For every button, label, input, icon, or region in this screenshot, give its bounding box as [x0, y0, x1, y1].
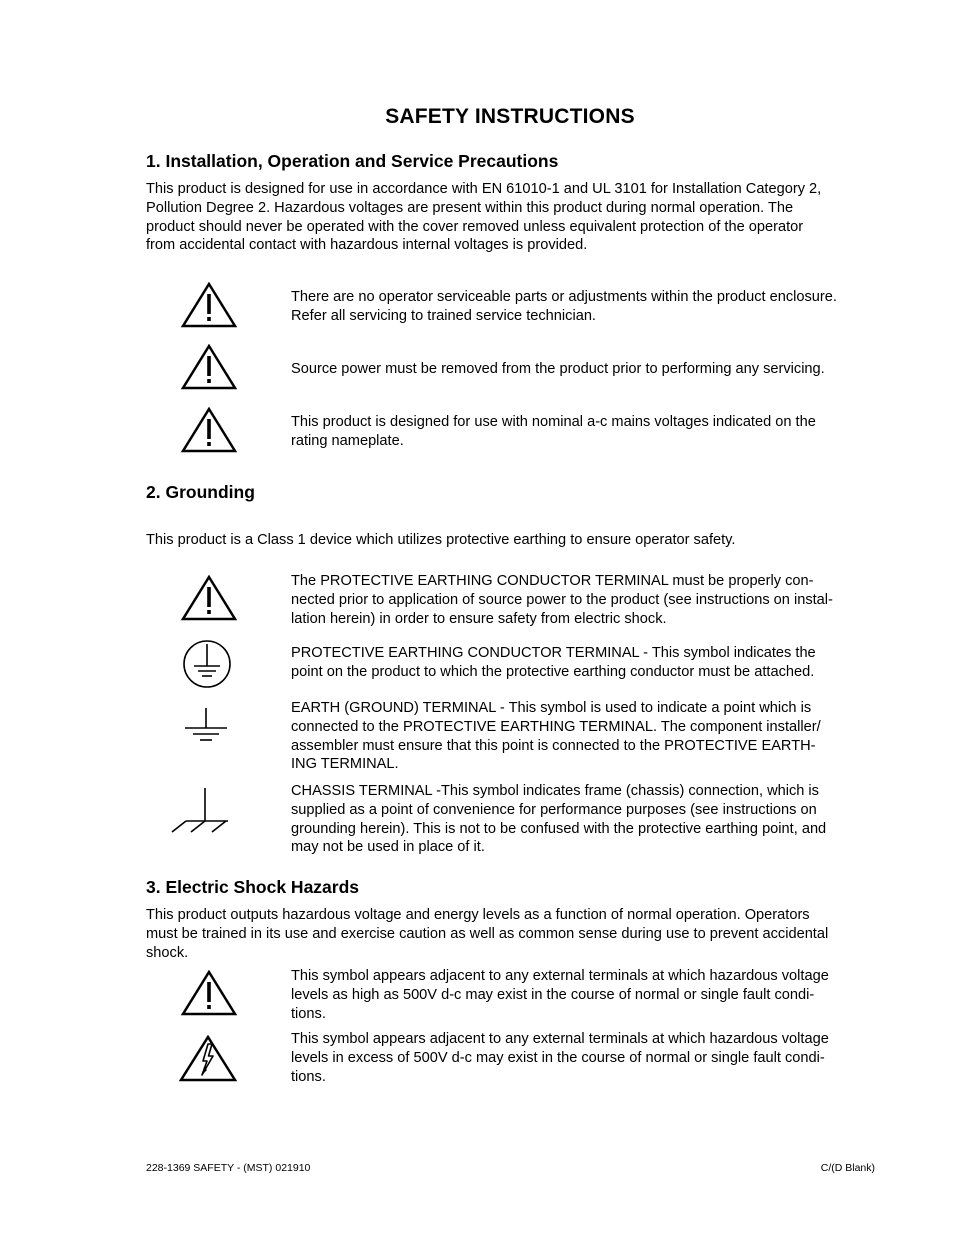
- section-3-intro: [146, 906, 886, 962]
- item-line: rating nameplate.: [291, 432, 404, 449]
- section-2-intro: This product is a Class 1 device which utilizes protective earthing to ensure operator safety.: [146, 532, 736, 548]
- warning-triangle-icon: [180, 575, 238, 621]
- section-1-intro: [146, 180, 874, 255]
- intro-line: This product outputs hazardous voltage and energy levels as a function of normal operation. Operators: [146, 907, 810, 923]
- footer-doc-id: 228-1369 SAFETY - (MST) 021910: [146, 1162, 311, 1174]
- warning-triangle-icon: [180, 970, 238, 1016]
- item-line: levels in excess of 500V d-c may exist in the course of normal or single fault condi-: [291, 1049, 825, 1066]
- item-line: assembler must ensure that this point is connected to the PROTECTIVE EARTH-: [291, 737, 816, 754]
- item-line: EARTH (GROUND) TERMINAL - This symbol is used to indicate a point which is: [291, 700, 812, 716]
- item-line: This product is designed for use with nominal a-c mains voltages indicated on the: [291, 414, 816, 430]
- section-2-heading: 2. Grounding: [146, 482, 255, 502]
- item-line: may not be used in place of it.: [291, 839, 485, 856]
- grounding-item: [291, 782, 875, 857]
- item-line: CHASSIS TERMINAL -This symbol indicates frame (chassis) connection, which is: [291, 783, 819, 799]
- item-line: tions.: [291, 1068, 326, 1085]
- item-line: supplied as a point of convenience for performance purposes (see instructions on: [291, 801, 817, 818]
- item-line: tions.: [291, 1005, 326, 1022]
- section-1-heading: 1. Installation, Operation and Service Precautions: [146, 151, 559, 171]
- intro-line: shock.: [146, 944, 189, 961]
- warning-triangle-icon: [180, 282, 238, 328]
- item-line: ING TERMINAL.: [291, 756, 399, 773]
- intro-line: must be trained in its use and exercise caution as well as common sense during use to prevent accidental: [146, 925, 829, 942]
- footer-page-label: C/(D Blank): [820, 1162, 875, 1174]
- precaution-item: [291, 360, 875, 379]
- intro-line: from accidental contact with hazardous internal voltages is provided.: [146, 237, 588, 254]
- item-line: grounding herein). This is not to be confused with the protective earthing point, and: [291, 820, 827, 837]
- page-title: SAFETY INSTRUCTIONS: [385, 105, 635, 128]
- item-line: PROTECTIVE EARTHING CONDUCTOR TERMINAL - This symbol indicates the: [291, 645, 816, 661]
- item-line: This symbol appears adjacent to any external terminals at which hazardous voltage: [291, 968, 829, 984]
- grounding-item: [291, 699, 875, 774]
- item-line: Refer all servicing to trained service technician.: [291, 307, 596, 324]
- item-line: point on the product to which the protective earthing conductor must be attached.: [291, 663, 815, 680]
- item-line: Source power must be removed from the product prior to performing any servicing.: [291, 361, 825, 377]
- shock-hazard-item: [291, 1030, 875, 1086]
- warning-triangle-icon: [180, 407, 238, 453]
- item-line: levels as high as 500V d-c may exist in the course of normal or single fault condi-: [291, 986, 815, 1003]
- item-line: The PROTECTIVE EARTHING CONDUCTOR TERMINAL must be properly con-: [291, 573, 814, 589]
- precaution-item: [291, 288, 875, 326]
- item-line: There are no operator serviceable parts or adjustments within the product enclosure.: [291, 289, 837, 305]
- high-voltage-icon: [178, 1035, 236, 1083]
- item-line: This symbol appears adjacent to any external terminals at which hazardous voltage: [291, 1031, 829, 1047]
- grounding-item: [291, 644, 875, 682]
- grounding-item: [291, 572, 875, 628]
- chassis-ground-icon: [168, 785, 232, 840]
- shock-hazard-item: [291, 967, 875, 1023]
- intro-line: This product is designed for use in accordance with EN 61010-1 and UL 3101 for Installation Category 2,: [146, 181, 822, 197]
- precaution-item: [291, 413, 875, 451]
- item-line: nected prior to application of source power to the product (see instructions on instal-: [291, 591, 833, 608]
- item-line: lation herein) in order to ensure safety from electric shock.: [291, 610, 667, 627]
- section-3-heading: 3. Electric Shock Hazards: [146, 877, 360, 897]
- intro-line: product should never be operated with the cover removed unless equivalent protection of the operator: [146, 218, 804, 235]
- intro-line: Pollution Degree 2. Hazardous voltages are present within this product during normal operation. The: [146, 199, 794, 216]
- protective-earth-icon: [180, 638, 238, 690]
- warning-triangle-icon: [180, 344, 238, 390]
- item-line: connected to the PROTECTIVE EARTHING TERMINAL. The component installer/: [291, 718, 821, 735]
- earth-ground-icon: [180, 706, 238, 746]
